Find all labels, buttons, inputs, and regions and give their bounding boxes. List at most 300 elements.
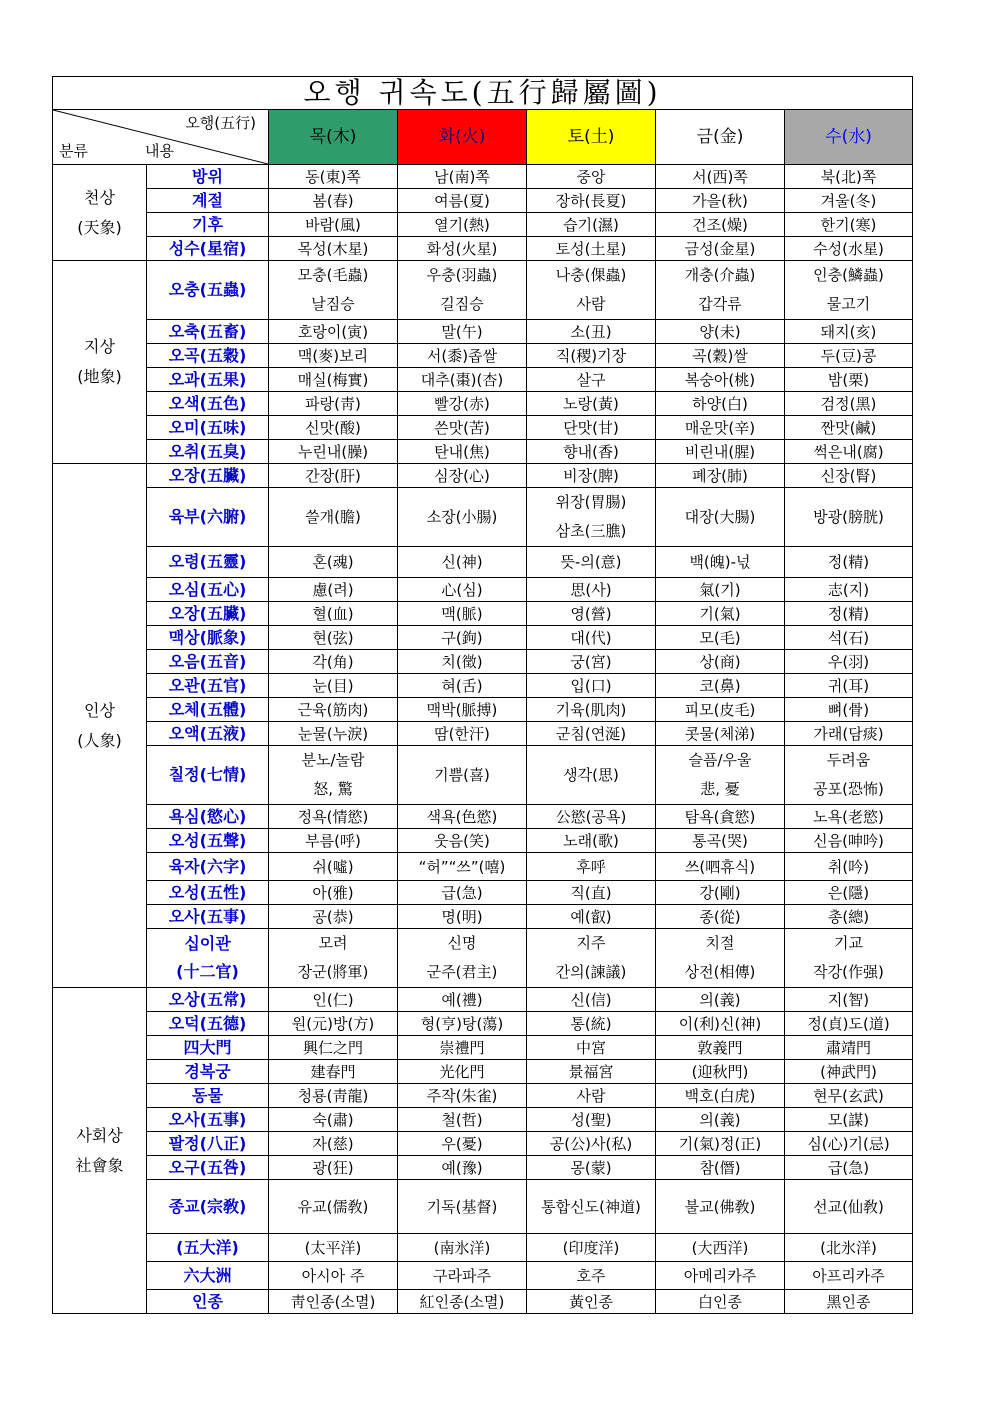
table-cell: 인(仁) [269, 988, 398, 1012]
table-cell: 숙(肅) [269, 1108, 398, 1132]
table-cell: 주작(朱雀) [398, 1084, 527, 1108]
table-cell: 慮(려) [269, 578, 398, 602]
table-cell: (印度洋) [527, 1234, 656, 1262]
table-cell: 하양(白) [656, 392, 785, 416]
table-cell: 썩은내(腐) [785, 440, 913, 464]
row-label [147, 853, 269, 881]
cell-line-1: 위장(胃腸) [555, 493, 627, 511]
table-cell: 종(從) [656, 905, 785, 929]
table-row [53, 698, 913, 722]
table-cell: (太平洋) [269, 1234, 398, 1262]
table-row [53, 853, 913, 881]
table-cell [398, 488, 527, 547]
table-row [53, 1036, 913, 1060]
table-cell: 가래(담痰) [785, 722, 913, 746]
group-name-hanja: (天象) [77, 217, 122, 237]
table-cell [656, 929, 785, 988]
table-cell: 아시아 주 [269, 1262, 398, 1290]
five-elements-table [52, 76, 913, 1314]
table-cell [398, 746, 527, 805]
table-row [53, 1234, 913, 1262]
table-cell [398, 261, 527, 320]
table-cell: 양(未) [656, 320, 785, 344]
table-cell: 사람 [527, 1084, 656, 1108]
row-label-text: 오충(五蟲) [168, 280, 247, 299]
table-cell: 현무(玄武) [785, 1084, 913, 1108]
table-row [53, 368, 913, 392]
row-label [147, 237, 269, 261]
table-cell: 눈(目) [269, 674, 398, 698]
table-cell: 기독(基督) [398, 1180, 527, 1234]
row-label [147, 213, 269, 237]
table-cell: 구라파주 [398, 1262, 527, 1290]
table-row [53, 237, 913, 261]
table-cell: 말(午) [398, 320, 527, 344]
cell-line-2: 悲, 憂 [700, 780, 740, 798]
row-label-text: 오액(五液) [168, 723, 247, 743]
element-header-earth: 토(土) [527, 110, 656, 165]
table-cell: 공(恭) [269, 905, 398, 929]
row-label-text: 오령(五靈) [168, 552, 247, 571]
element-header-wood: 목(木) [269, 110, 398, 165]
table-cell: 신(信) [527, 988, 656, 1012]
table-cell: 열기(熱) [398, 213, 527, 237]
row-label-text: 四大門 [183, 1037, 232, 1057]
table-cell: 성(聖) [527, 1108, 656, 1132]
table-cell: 한기(寒) [785, 213, 913, 237]
cell-line-2: 상전(相傳) [684, 963, 756, 981]
table-cell: 建春門 [269, 1060, 398, 1084]
table-cell: 백(魄)-넋 [656, 547, 785, 578]
cell-line-2: 장군(將軍) [297, 963, 369, 981]
table-cell: 모(毛) [656, 626, 785, 650]
table-row [53, 881, 913, 905]
row-label-text: 욕심(慾心) [168, 806, 247, 826]
table-cell [269, 929, 398, 988]
row-label [147, 1132, 269, 1156]
cell-line-2: 삼초(三膲) [555, 522, 627, 540]
table-cell: 맥(脈) [398, 602, 527, 626]
table-cell: 소(丑) [527, 320, 656, 344]
cell-line-1: 두려움 [826, 751, 871, 769]
table-cell: 매실(梅實) [269, 368, 398, 392]
table-cell: 맥박(脈搏) [398, 698, 527, 722]
row-label [147, 416, 269, 440]
row-label [147, 829, 269, 853]
table-cell: 장하(長夏) [527, 189, 656, 213]
row-label [147, 1180, 269, 1234]
table-cell: 직(直) [527, 881, 656, 905]
table-cell: 강(剛) [656, 881, 785, 905]
row-label [147, 722, 269, 746]
table-cell: 景福宮 [527, 1060, 656, 1084]
group-human [53, 464, 147, 988]
table-cell: 매운맛(辛) [656, 416, 785, 440]
table-cell: 심장(心) [398, 464, 527, 488]
table-row [53, 344, 913, 368]
row-label-text: 오심(五心) [168, 579, 247, 599]
table-cell: (南氷洋) [398, 1234, 527, 1262]
table-row [53, 929, 913, 988]
table-row [53, 464, 913, 488]
table-cell: 탐욕(貪慾) [656, 805, 785, 829]
table-cell: 입(口) [527, 674, 656, 698]
table-cell: 서(西)쪽 [656, 165, 785, 189]
table-cell: 노욕(老慾) [785, 805, 913, 829]
table-cell: 현(弦) [269, 626, 398, 650]
row-label-text: 오체(五體) [168, 699, 247, 719]
row-label [147, 1084, 269, 1108]
table-row [53, 1084, 913, 1108]
group-earth [53, 261, 147, 464]
row-label [147, 320, 269, 344]
group-name: 지상 [84, 337, 115, 356]
table-cell: 피모(皮毛) [656, 698, 785, 722]
table-cell: 눈물(누淚) [269, 722, 398, 746]
row-label [147, 626, 269, 650]
table-cell: 신맛(酸) [269, 416, 398, 440]
table-cell: 원(元)방(方) [269, 1012, 398, 1036]
page-title: 오행 귀속도(五行歸屬圖) [53, 77, 913, 110]
table-row [53, 392, 913, 416]
table-cell: 黑인종 [785, 1290, 913, 1314]
table-cell: 심(心)기(忌) [785, 1132, 913, 1156]
table-cell: 興仁之門 [269, 1036, 398, 1060]
table-cell: 밤(栗) [785, 368, 913, 392]
table-cell: 뼈(骨) [785, 698, 913, 722]
row-label [147, 881, 269, 905]
table-cell: 목성(木星) [269, 237, 398, 261]
table-cell [527, 261, 656, 320]
table-cell [527, 929, 656, 988]
table-row [53, 674, 913, 698]
table-cell: 군침(연涎) [527, 722, 656, 746]
row-label [147, 905, 269, 929]
table-cell: 아(雅) [269, 881, 398, 905]
table-cell: 자(慈) [269, 1132, 398, 1156]
cell-line-2: 작강(作强) [813, 963, 884, 981]
row-label [147, 1012, 269, 1036]
table-cell: 대(代) [527, 626, 656, 650]
table-cell: 누린내(臊) [269, 440, 398, 464]
table-cell: 이(利)신(神) [656, 1012, 785, 1036]
table-cell: 의(義) [656, 1108, 785, 1132]
table-cell: (神武門) [785, 1060, 913, 1084]
table-cell: 습기(濕) [527, 213, 656, 237]
table-cell [527, 746, 656, 805]
table-cell: 치(徵) [398, 650, 527, 674]
table-cell: 석(石) [785, 626, 913, 650]
table-cell: 간장(肝) [269, 464, 398, 488]
table-cell: 귀(耳) [785, 674, 913, 698]
table-cell [656, 488, 785, 547]
table-cell: 思(사) [527, 578, 656, 602]
cell-line-2: 공포(恐怖) [813, 780, 884, 798]
row-label [147, 440, 269, 464]
table-cell: 겨울(冬) [785, 189, 913, 213]
group-name-hanja: 社會象 [75, 1155, 124, 1175]
table-cell: 근육(筋肉) [269, 698, 398, 722]
table-cell: 살구 [527, 368, 656, 392]
five-elements-document [52, 76, 912, 1314]
cell-line-1: 우충(羽蟲) [426, 266, 498, 284]
table-row [53, 602, 913, 626]
table-cell: 콧물(체涕) [656, 722, 785, 746]
table-cell: 氣(기) [656, 578, 785, 602]
row-label-text: 오장(五臟) [168, 603, 247, 623]
element-header-metal: 금(金) [656, 110, 785, 165]
table-cell: 혼(魂) [269, 547, 398, 578]
table-cell [527, 488, 656, 547]
table-cell [785, 488, 913, 547]
element-header-fire: 화(火) [398, 110, 527, 165]
table-row [53, 905, 913, 929]
row-label-text: 방위 [192, 166, 223, 186]
table-cell: 예(禮) [398, 988, 527, 1012]
row-label-text: 맥상(脈象) [168, 627, 247, 647]
table-cell: 쓰(呬휴식) [656, 853, 785, 881]
table-cell: 복숭아(桃) [656, 368, 785, 392]
table-cell: 광(狂) [269, 1156, 398, 1180]
cell-line-1: 모려 [318, 934, 348, 952]
table-cell: 궁(宮) [527, 650, 656, 674]
table-row [53, 626, 913, 650]
cell-line-1: 쓸개(膽) [305, 507, 361, 526]
cell-line-1: 치절 [705, 934, 735, 952]
table-cell: 공(公)사(私) [527, 1132, 656, 1156]
table-cell: 부름(呼) [269, 829, 398, 853]
table-row [53, 213, 913, 237]
row-label [147, 746, 269, 805]
cell-line-2: 사람 [576, 295, 606, 313]
table-cell: 신(神) [398, 547, 527, 578]
cell-line-1: 생각(思) [563, 765, 619, 784]
table-row [53, 189, 913, 213]
table-cell: 예(豫) [398, 1156, 527, 1180]
table-cell: 白인종 [656, 1290, 785, 1314]
table-cell: 기(氣) [656, 602, 785, 626]
table-cell: 쓴맛(苦) [398, 416, 527, 440]
table-cell [269, 488, 398, 547]
table-cell: 짠맛(鹹) [785, 416, 913, 440]
table-cell: 대추(棗)(杏) [398, 368, 527, 392]
cell-line-1: 지주 [576, 934, 606, 952]
table-cell: (迎秋門) [656, 1060, 785, 1084]
row-label-text: 칠정(七情) [168, 765, 247, 784]
table-cell: 의(義) [656, 988, 785, 1012]
row-label-text: 기후 [192, 214, 223, 234]
table-row [53, 650, 913, 674]
cell-line-1: 분노/놀람 [301, 751, 365, 769]
row-label [147, 674, 269, 698]
table-cell: 화성(火星) [398, 237, 527, 261]
table-cell: 우(羽) [785, 650, 913, 674]
table-cell: 구(鉤) [398, 626, 527, 650]
table-cell: 향내(香) [527, 440, 656, 464]
row-label-text: 성수(星宿) [168, 238, 247, 258]
table-cell: 건조(燥) [656, 213, 785, 237]
row-label-text: 오색(五色) [168, 393, 247, 413]
row-label [147, 368, 269, 392]
table-cell: 志(지) [785, 578, 913, 602]
cell-line-1: 모충(毛蟲) [297, 266, 369, 284]
row-label-text: 인종 [192, 1291, 223, 1311]
group-society [53, 988, 147, 1314]
row-label [147, 547, 269, 578]
table-row [53, 165, 913, 189]
table-cell: 서(黍)좁쌀 [398, 344, 527, 368]
row-label-text: 계절 [192, 190, 223, 210]
table-cell: 혈(血) [269, 602, 398, 626]
element-header-water: 수(水) [785, 110, 913, 165]
row-label [147, 698, 269, 722]
group-name: 사회상 [76, 1125, 123, 1145]
table-cell: 은(隱) [785, 881, 913, 905]
cell-line-1: 개충(介蟲) [684, 266, 756, 284]
table-cell: 紅인종(소멸) [398, 1290, 527, 1314]
row-label-text: 오구(五咎) [168, 1157, 247, 1177]
cell-line-2: 군주(君主) [426, 963, 498, 981]
row-label-text: 육부(六腑) [168, 507, 247, 526]
cell-line-1: 나충(倮蟲) [555, 266, 627, 284]
table-cell: (大西洋) [656, 1234, 785, 1262]
table-cell: 북(北)쪽 [785, 165, 913, 189]
row-label [147, 165, 269, 189]
table-cell: 중앙 [527, 165, 656, 189]
row-label-text: 오축(五畜) [168, 321, 247, 341]
category-axis-label: 분류 [59, 142, 88, 160]
cell-line-1: 슬픔/우울 [688, 751, 752, 769]
table-cell: 남(南)쪽 [398, 165, 527, 189]
table-cell: 바람(風) [269, 213, 398, 237]
table-cell: 혀(舌) [398, 674, 527, 698]
row-label [147, 1156, 269, 1180]
table-cell: 신음(呻吟) [785, 829, 913, 853]
table-cell: 참(僭) [656, 1156, 785, 1180]
table-cell: 유교(儒敎) [269, 1180, 398, 1234]
table-cell [785, 261, 913, 320]
row-label [147, 189, 269, 213]
row-label [147, 1036, 269, 1060]
table-cell: 맥(麥)보리 [269, 344, 398, 368]
row-label-text: 오사(五事) [168, 906, 247, 926]
table-cell: 가을(秋) [656, 189, 785, 213]
table-cell: 아프리카주 [785, 1262, 913, 1290]
table-row [53, 1012, 913, 1036]
table-cell: 색욕(色慾) [398, 805, 527, 829]
table-cell: 예(叡) [527, 905, 656, 929]
table-cell: “허”“쓰”(嘻) [398, 853, 527, 881]
table-cell: 탄내(焦) [398, 440, 527, 464]
cell-line-2: 간의(諫議) [555, 963, 627, 981]
table-cell: 두(豆)콩 [785, 344, 913, 368]
table-row [53, 416, 913, 440]
table-cell: 파랑(靑) [269, 392, 398, 416]
row-label-text: 동물 [192, 1085, 223, 1105]
row-label [147, 805, 269, 829]
cell-line-1: 대장(大腸) [684, 507, 756, 526]
row-label-text-2: (十二官) [176, 962, 239, 981]
table-row [53, 805, 913, 829]
table-cell [785, 929, 913, 988]
table-cell: 정(精) [785, 547, 913, 578]
row-label-text: 오과(五果) [168, 369, 247, 389]
table-cell: 급(急) [398, 881, 527, 905]
row-label [147, 1262, 269, 1290]
table-cell: 땀(한汗) [398, 722, 527, 746]
row-label-text: 오상(五常) [168, 989, 247, 1009]
row-label-text: 오성(五聲) [168, 830, 247, 850]
table-cell: 명(明) [398, 905, 527, 929]
cell-line-1: 방광(膀胱) [813, 507, 884, 526]
cell-line-1: 기교 [834, 934, 863, 952]
table-row [53, 1060, 913, 1084]
row-label [147, 344, 269, 368]
row-label-text: 오미(五味) [168, 417, 247, 437]
row-label [147, 392, 269, 416]
table-cell: 몽(蒙) [527, 1156, 656, 1180]
row-label-text: 육자(六字) [168, 856, 247, 876]
table-cell: 돼지(亥) [785, 320, 913, 344]
row-label-text: 종교(宗敎) [168, 1196, 247, 1216]
table-cell [269, 261, 398, 320]
row-label [147, 464, 269, 488]
table-cell: 호랑이(寅) [269, 320, 398, 344]
cell-line-1: 인충(鱗蟲) [813, 266, 884, 284]
table-cell: 선교(仙敎) [785, 1180, 913, 1234]
table-cell: 빨강(赤) [398, 392, 527, 416]
row-label [147, 1060, 269, 1084]
table-cell: 형(亨)탕(蕩) [398, 1012, 527, 1036]
table-cell: 지(智) [785, 988, 913, 1012]
row-label-text: 오곡(五穀) [168, 345, 247, 365]
row-label-text: 오성(五性) [168, 882, 247, 902]
table-cell: 후呼 [527, 853, 656, 881]
row-label [147, 929, 269, 988]
cell-line-2: 갑각류 [698, 295, 742, 313]
table-cell: 정(貞)도(道) [785, 1012, 913, 1036]
table-row [53, 829, 913, 853]
table-cell: 비린내(腥) [656, 440, 785, 464]
table-cell: 봄(春) [269, 189, 398, 213]
table-cell: 금성(金星) [656, 237, 785, 261]
row-label [147, 1234, 269, 1262]
table-cell: 쉬(噓) [269, 853, 398, 881]
table-row [53, 746, 913, 805]
table-cell: 코(鼻) [656, 674, 785, 698]
cell-line-2: 날짐승 [311, 295, 355, 313]
table-row [53, 1108, 913, 1132]
table-cell: (北氷洋) [785, 1234, 913, 1262]
row-label [147, 1290, 269, 1314]
row-label [147, 650, 269, 674]
group-name: 천상 [84, 187, 115, 207]
table-cell: 수성(水星) [785, 237, 913, 261]
table-cell [785, 746, 913, 805]
table-cell: 敦義門 [656, 1036, 785, 1060]
table-row [53, 988, 913, 1012]
row-label [147, 988, 269, 1012]
table-cell: 中宮 [527, 1036, 656, 1060]
table-cell: 통(統) [527, 1012, 656, 1036]
table-cell: 직(稷)기장 [527, 344, 656, 368]
table-cell: 기육(肌肉) [527, 698, 656, 722]
table-row [53, 722, 913, 746]
table-cell: 통곡(哭) [656, 829, 785, 853]
table-cell: 곡(穀)쌀 [656, 344, 785, 368]
table-cell [269, 746, 398, 805]
table-cell: 급(急) [785, 1156, 913, 1180]
